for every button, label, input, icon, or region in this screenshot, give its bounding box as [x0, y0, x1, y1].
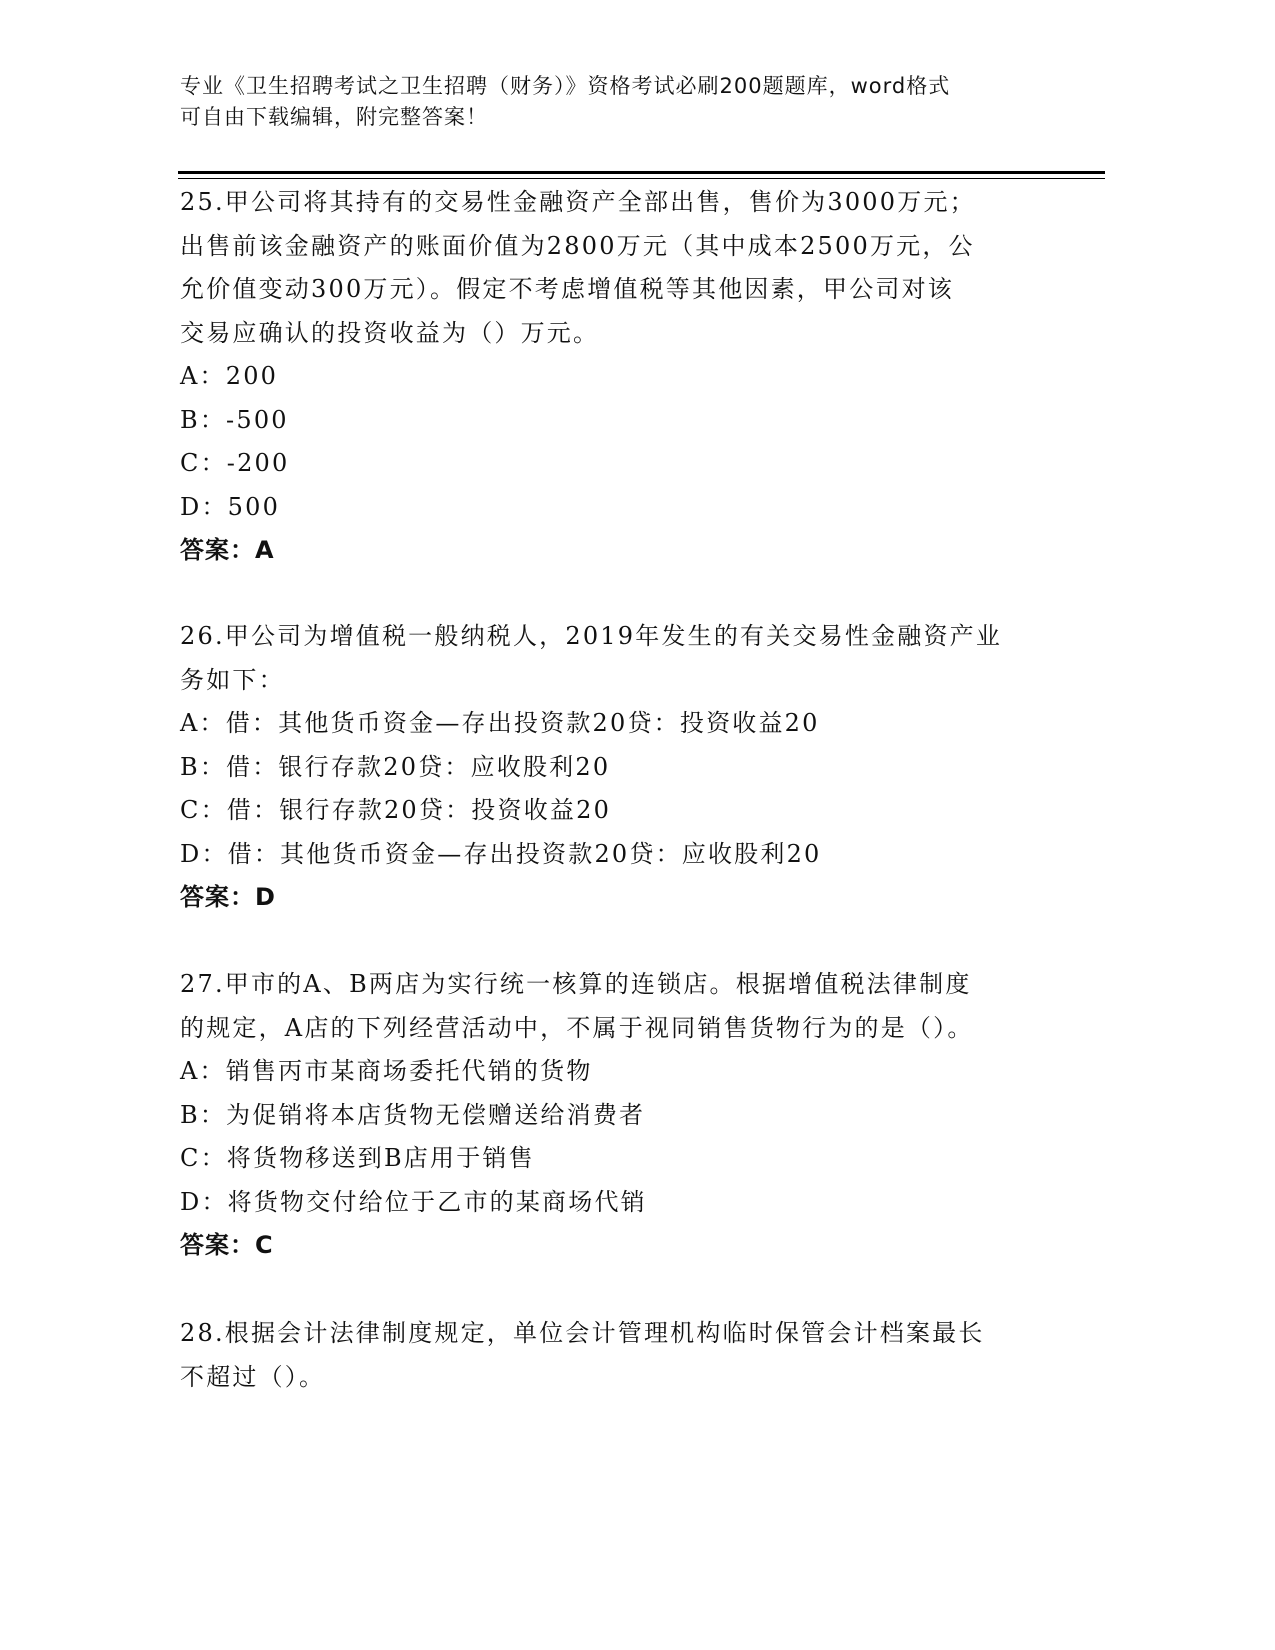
option-d: D：将货物交付给位于乙市的某商场代销	[180, 1187, 647, 1216]
question-27	[180, 963, 974, 1268]
question-stem: 26.甲公司为增值税一般纳税人，2019年发生的有关交易性金融资产业	[180, 622, 1003, 650]
option-a: A：销售丙市某商场委托代销的货物	[180, 1057, 593, 1085]
question-stem: 允价值变动300万元）。假定不考虑增值税等其他因素，甲公司对该	[180, 275, 955, 303]
option-a: A：借：其他货币资金—存出投资款20贷：投资收益20	[180, 709, 820, 737]
option-c: C：-200	[180, 449, 290, 477]
question-stem: 28.根据会计法律制度规定，单位会计管理机构临时保管会计档案最长	[180, 1319, 985, 1347]
option-b: B：为促销将本店货物无偿赠送给消费者	[180, 1100, 646, 1129]
question-28	[180, 1312, 985, 1399]
header-line: 可自由下载编辑，附完整答案！	[180, 105, 488, 129]
option-c: C：借：银行存款20贷：投资收益20	[180, 796, 612, 824]
header-line: 专业《卫生招聘考试之卫生招聘（财务）》资格考试必刷200题题库，word格式	[180, 74, 951, 98]
document-header	[180, 71, 950, 133]
question-stem: 27.甲市的A、B两店为实行统一核算的连锁店。根据增值税法律制度	[180, 970, 972, 998]
answer: 答案：D	[180, 883, 276, 911]
header-rule-thin	[178, 178, 1105, 179]
question-stem: 出售前该金融资产的账面价值为2800万元（其中成本2500万元，公	[180, 231, 975, 260]
question-stem: 务如下：	[180, 665, 285, 694]
option-c: C：将货物移送到B店用于销售	[180, 1144, 535, 1172]
answer: 答案：A	[180, 536, 275, 564]
question-stem: 25.甲公司将其持有的交易性金融资产全部出售，售价为3000万元；	[180, 188, 976, 216]
question-stem: 交易应确认的投资收益为（）万元。	[180, 318, 600, 347]
option-d: D：借：其他货币资金—存出投资款20贷：应收股利20	[180, 839, 822, 868]
question-25	[180, 181, 976, 573]
option-a: A：200	[180, 362, 279, 390]
option-b: B：借：银行存款20贷：应收股利20	[180, 752, 611, 781]
question-stem: 的规定，A店的下列经营活动中，不属于视同销售货物行为的是（）。	[180, 1013, 974, 1042]
answer: 答案：C	[180, 1231, 274, 1259]
header-rule-thick	[178, 171, 1105, 174]
option-d: D：500	[180, 492, 281, 521]
question-26	[180, 615, 1002, 920]
question-stem: 不超过（）。	[180, 1362, 326, 1391]
option-b: B：-500	[180, 405, 289, 434]
